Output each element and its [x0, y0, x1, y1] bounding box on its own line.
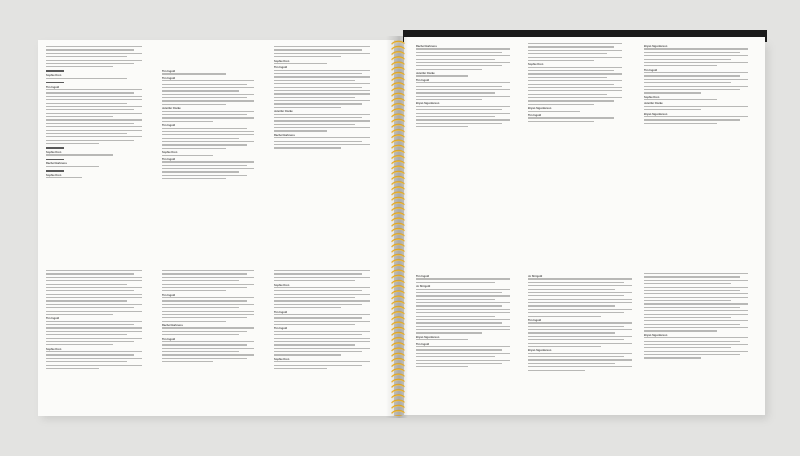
right-col3-top	[644, 43, 748, 126]
speaker-name: Jennifer Clarke	[274, 110, 293, 114]
speaker-name: Tim Ingold	[46, 317, 60, 321]
speaker-name: Bryan Sigurdarson	[416, 335, 440, 339]
speaker-name: Sophie Kren	[274, 59, 290, 63]
speaker-name: Sophie Kren	[46, 347, 62, 351]
left-col2-top	[162, 68, 254, 182]
speaker-name: Tim Ingold	[644, 68, 658, 72]
speaker-name: Jennifer Clarke	[416, 72, 435, 76]
speaker-name: Tim Ingold	[46, 85, 60, 89]
speaker-name: Bryan Sigurdarson	[528, 349, 552, 353]
right-col1-top	[416, 43, 510, 130]
speaker-name: Bryan Sigurdarson	[644, 45, 668, 48]
right-col3-bottom	[644, 273, 748, 361]
speaker-name: Tim Ingold	[162, 293, 176, 297]
speaker-name: Sophie Kren	[644, 95, 660, 99]
speaker-name: Tim Ingold	[416, 342, 430, 346]
speaker-name: Jennifer Clarke	[162, 107, 181, 111]
speaker-name: Tim Ingold	[274, 310, 288, 314]
left-col1-top	[46, 46, 142, 181]
speaker-name: Tim Ingold	[162, 76, 176, 80]
left-page	[38, 40, 394, 416]
right-col2-top	[528, 43, 622, 124]
speaker-name: Sophie Kren	[46, 150, 62, 154]
left-col2-bottom	[162, 270, 254, 365]
speaker-name: Jennifer Clarke	[644, 102, 663, 106]
spiral-binding-icon	[391, 40, 405, 416]
speaker-name: Bryan Sigurdarson	[528, 107, 552, 111]
speaker-name: Sophie Kren	[528, 63, 544, 67]
speaker-name: Rachel Harkness	[416, 45, 437, 48]
speaker-name: Tim Ingold	[274, 327, 288, 331]
right-col2-bottom	[528, 273, 632, 373]
left-col3-bottom	[274, 270, 370, 371]
speaker-name: Sophie Kren	[46, 74, 62, 78]
speaker-name: Tim Ingold	[274, 66, 288, 70]
speaker-name: Tim Ingold	[416, 78, 430, 82]
speaker-name: Sophie Kren	[162, 151, 178, 155]
speaker-name: Tim Ingold	[528, 113, 542, 117]
speaker-name: Rachel Harkness	[46, 162, 67, 166]
speaker-name: Tim Ingold	[162, 124, 176, 128]
left-col1-bottom	[46, 270, 142, 371]
speaker-name: Rachel Harkness	[162, 324, 183, 328]
left-col3-top	[274, 46, 370, 151]
speaker-name: Tim Ingold	[162, 337, 176, 341]
speaker-name: Rachel Harkness	[274, 133, 295, 137]
speaker-name: Jo Shrigold	[528, 275, 543, 278]
speaker-name: Bryan Sigurdarson	[416, 102, 440, 106]
speaker-name: Tim Ingold	[528, 318, 542, 322]
right-page	[404, 37, 765, 415]
speaker-name: Sophie Kren	[274, 283, 290, 287]
speaker-name: Tim Ingold	[162, 157, 176, 161]
speaker-name: Sophie Kren	[46, 173, 62, 177]
speaker-name: Jo Shrigold	[416, 285, 431, 289]
speaker-name: Bryan Sigurdarson	[644, 112, 668, 116]
speaker-name: Tim Ingold	[162, 70, 176, 73]
right-col1-bottom	[416, 273, 510, 370]
speaker-name: Bryan Sigurdarson	[644, 333, 668, 337]
speaker-name: Sophie Kren	[274, 357, 290, 361]
speaker-name: Tim Ingold	[416, 275, 430, 278]
